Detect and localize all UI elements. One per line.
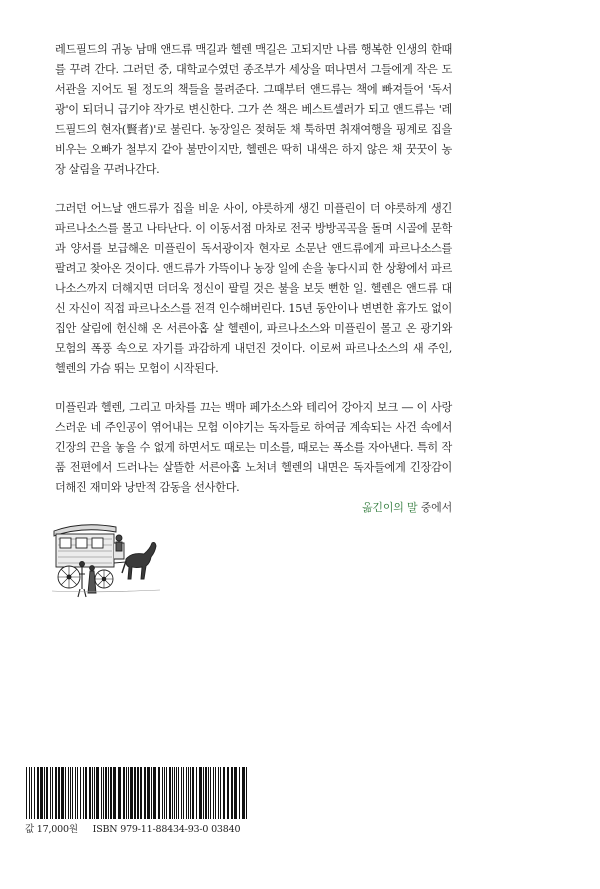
quote-source-title: 옮긴이의 말 <box>361 501 418 514</box>
synopsis-paragraph-1: 레드필드의 귀농 남매 앤드류 맥길과 헬렌 맥길은 고되지만 나름 행복한 인생의 한때를 꾸려 간다. 그러던 중, 대학교수였던 종조부가 세상을 떠나면서 그들에게 작은 도서관을 지어도 될 정도의 책들을 물려준다. 그때부터 앤드류는 책에 빠져들어 '독서광'이 되더니 급기야 작가로 변신한다. 그가 쓴 책은 베스트셀러가 되고 앤드류는 '레드필드의 현자(賢者)'로 불린다. 농장일은 젖혀둔 채 툭하면 취재여행을 핑계로 집을 비우는 오빠가 철부지 같아 불만이지만, 헬렌은 딱히 내색은 하지 않은 채 꿋꿋이 농장 살림을 꾸려나간다. <box>55 43 452 176</box>
quote-source-suffix: 중에서 <box>417 501 452 514</box>
isbn-label: ISBN 979-11-88434-93-0 03840 <box>92 824 241 835</box>
price-separator <box>84 824 87 835</box>
barcode-block <box>25 767 250 835</box>
synopsis-paragraph-3: 미플린과 헬렌, 그리고 마차를 끄는 백마 페가소스와 테리어 강아지 보크 ― 이 사랑스러운 네 주인공이 엮어내는 모험 이야기는 독자들로 하여금 계속되는 사건 속에서 긴장의 끈을 놓을 수 없게 하면서도 때로는 미소를, 때로는 폭소를 자아낸다. 특히 작품 전편에서 드러나는 살뜰한 서른아홉 노처녀 헬렌의 내면은 독자들에게 긴장감이 더해진 재미와 낭만적 감동을 선사한다. <box>55 401 452 494</box>
price-label: 값 17,000원 <box>25 824 78 835</box>
quote-source <box>330 499 452 515</box>
synopsis-text <box>55 40 452 517</box>
price-isbn-line <box>25 821 250 835</box>
horse-drawn-wagon-illustration <box>52 519 160 601</box>
barcode-icon <box>25 767 250 819</box>
synopsis-paragraph-2: 그러던 어느날 앤드류가 집을 비운 사이, 야릇하게 생긴 미플린이 더 야릇하게 생긴 파르나소스를 몰고 나타난다. 이 이동서점 마차로 전국 방방곡곡을 돌며 시골에 문학과 양서를 보급해온 미플린이 독서광이자 현자로 소문난 앤드류에게 파르나소스를 팔려고 찾아온 것이다. 앤드류가 가뜩이나 농장 일에 손을 놓다시피 한 상황에서 파르나소스까지 더해지면 더더욱 정신이 팔릴 것은 불을 보듯 뻔한 일. 헬렌은 앤드류 대신 자신이 직접 파르나소스를 전격 인수해버린다. 15년 동안이나 변변한 휴가도 없이 집안 살림에 헌신해 온 서른아홉 살 헬렌이, 파르나소스와 미플린이 몰고 온 광기와 모험의 폭풍 속으로 자기를 과감하게 내던진 것이다. 이로써 파르나소스의 새 주인, 헬렌의 가슴 뛰는 모험이 시작된다. <box>55 202 452 375</box>
